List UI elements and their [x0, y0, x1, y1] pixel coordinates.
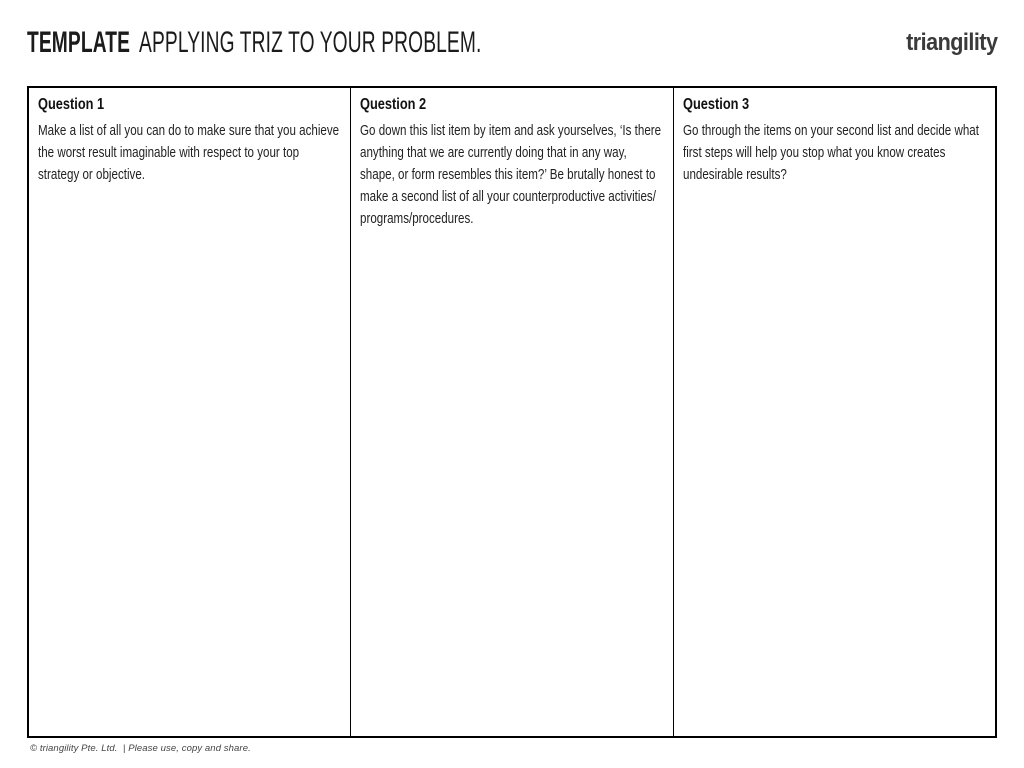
copyright-text: © triangility Pte. Ltd. | Please use, copy and share.	[30, 743, 251, 754]
template-label: TEMPLATE	[27, 26, 131, 59]
question-1-heading: Question 1	[38, 96, 105, 113]
question-3-body: Go through the items on your second list and decide what first steps will help you stop what you know creates undesirable results?	[682, 123, 979, 183]
page-title	[27, 26, 481, 60]
brand-logo: triangility	[905, 29, 997, 56]
question-column-3	[674, 88, 995, 736]
question-1-content	[38, 93, 341, 186]
question-2-body: Go down this list item by item and ask yourselves, ‘Is there anything that we are currently doing that in any way, shape, or form resembles this item?’ Be brutally honest to make a second list of all your counterproductive activities/ programs/procedures.	[360, 123, 662, 227]
question-2-heading: Question 2	[360, 96, 427, 113]
questions-table	[27, 86, 997, 738]
question-3-content	[683, 93, 986, 186]
title-text: APPLYING TRIZ TO YOUR PROBLEM.	[139, 26, 482, 59]
page-footer	[30, 743, 1024, 754]
question-3-heading: Question 3	[682, 96, 749, 113]
question-2-content	[360, 93, 663, 230]
question-column-1	[29, 88, 351, 736]
question-1-body: Make a list of all you can do to make sure that you achieve the worst result imaginable with respect to your top strategy or objective.	[38, 123, 340, 183]
question-column-2	[351, 88, 673, 736]
page-header	[0, 0, 1024, 62]
